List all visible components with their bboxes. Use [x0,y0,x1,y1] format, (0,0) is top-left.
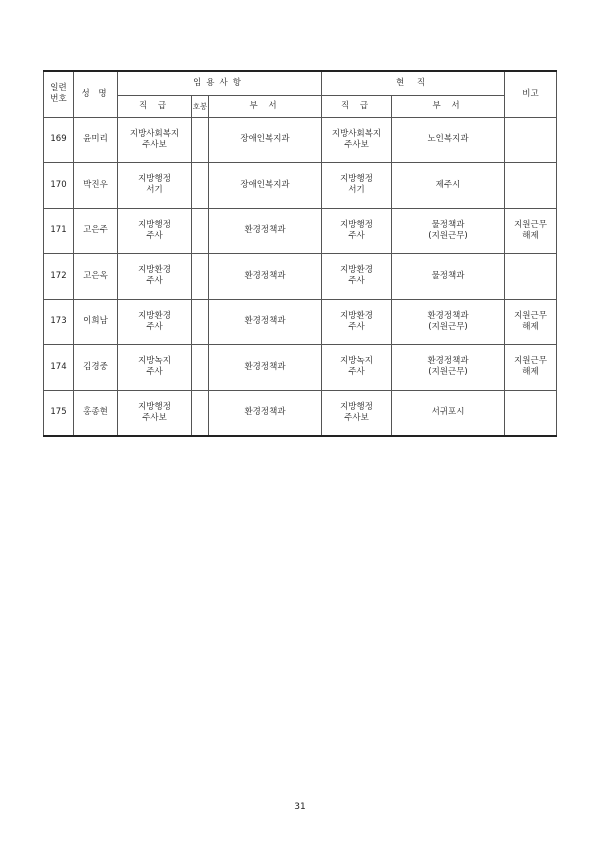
pay-step-cell [192,299,209,345]
table-row [44,390,557,436]
remarks-cell [505,254,557,300]
rank-cell: 지방행정 주사 [118,208,192,254]
current-rank-cell: 지방행정 서기 [322,163,392,209]
current-department-cell: 환경정책과 (지원근무) [392,345,505,391]
header-current-rank: 직 급 [322,95,392,117]
rank-cell: 지방환경 주사 [118,254,192,300]
header-current-position: 현 직 [322,71,505,95]
header-name: 성 명 [74,71,118,117]
department-cell: 장애인복지과 [209,117,322,163]
rank-cell: 지방사회복지 주사보 [118,117,192,163]
current-rank-cell: 지방환경 주사 [322,299,392,345]
name-cell: 홍종현 [74,390,118,436]
current-rank-cell: 지방녹지 주사 [322,345,392,391]
header-appointment: 임용사항 [118,71,322,95]
department-cell: 환경정책과 [209,390,322,436]
name-cell: 고은주 [74,208,118,254]
name-cell: 박진우 [74,163,118,209]
pay-step-cell [192,208,209,254]
department-cell: 환경정책과 [209,345,322,391]
header-pay-step: 호봉 [192,95,209,117]
remarks-cell: 지원근무 해제 [505,299,557,345]
header-department: 부 서 [209,95,322,117]
table-row [44,299,557,345]
header-remarks: 비고 [505,71,557,117]
serial-number-cell: 171 [44,208,74,254]
serial-number-cell: 172 [44,254,74,300]
rank-cell: 지방행정 주사보 [118,390,192,436]
current-department-cell: 물정책과 [392,254,505,300]
remarks-cell: 지원근무 해제 [505,345,557,391]
header-rank: 직 급 [118,95,192,117]
current-department-cell: 노인복지과 [392,117,505,163]
serial-number-cell: 173 [44,299,74,345]
current-rank-cell: 지방행정 주사 [322,208,392,254]
page-number: 31 [294,802,306,812]
current-rank-cell: 지방행정 주사보 [322,390,392,436]
department-cell: 환경정책과 [209,299,322,345]
pay-step-cell [192,254,209,300]
table-row [44,254,557,300]
serial-number-cell: 169 [44,117,74,163]
table-row [44,163,557,209]
remarks-cell: 지원근무 해제 [505,208,557,254]
pay-step-cell [192,117,209,163]
pay-step-cell [192,345,209,391]
current-rank-cell: 지방사회복지 주사보 [322,117,392,163]
pay-step-cell [192,163,209,209]
current-department-cell: 서귀포시 [392,390,505,436]
table-row [44,345,557,391]
header-current-department: 부 서 [392,95,505,117]
table-row [44,117,557,163]
name-cell: 이희남 [74,299,118,345]
remarks-cell [505,163,557,209]
department-cell: 환경정책과 [209,208,322,254]
table-row [44,208,557,254]
remarks-cell [505,390,557,436]
personnel-appointment-table [43,70,557,437]
name-cell: 김경중 [74,345,118,391]
serial-number-cell: 170 [44,163,74,209]
rank-cell: 지방녹지 주사 [118,345,192,391]
serial-number-cell: 175 [44,390,74,436]
rank-cell: 지방행정 서기 [118,163,192,209]
pay-step-cell [192,390,209,436]
current-department-cell: 물정책과 (지원근무) [392,208,505,254]
current-department-cell: 환경정책과 (지원근무) [392,299,505,345]
department-cell: 환경정책과 [209,254,322,300]
rank-cell: 지방환경 주사 [118,299,192,345]
current-department-cell: 제주시 [392,163,505,209]
department-cell: 장애인복지과 [209,163,322,209]
remarks-cell [505,117,557,163]
name-cell: 고은옥 [74,254,118,300]
serial-number-cell: 174 [44,345,74,391]
name-cell: 윤미리 [74,117,118,163]
current-rank-cell: 지방환경 주사 [322,254,392,300]
header-serial-number: 일련 번호 [44,71,74,117]
